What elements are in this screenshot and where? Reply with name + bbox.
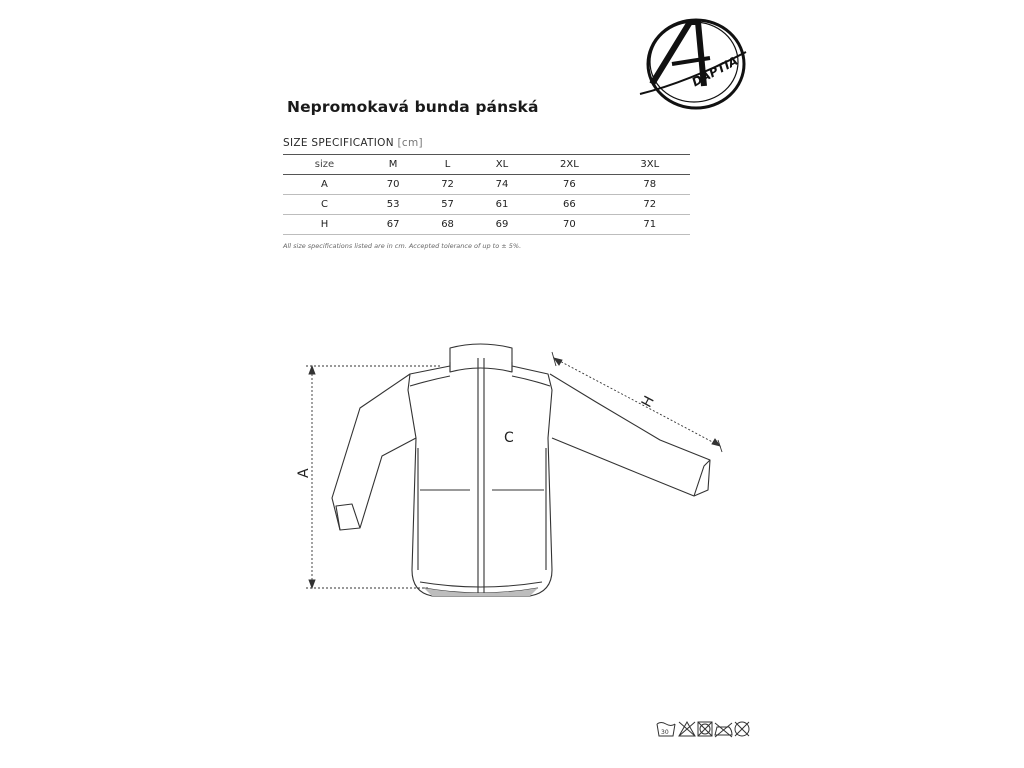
- table-cell: 78: [610, 175, 690, 195]
- brand-logo: [638, 12, 750, 112]
- size-table: [283, 154, 690, 235]
- size-spec-heading: [283, 137, 423, 149]
- product-title: Nepromokavá bunda pánská: [287, 98, 539, 116]
- wash-temp: 30: [661, 729, 669, 736]
- table-row: [283, 175, 690, 195]
- size-spec-unit: [cm]: [397, 137, 423, 149]
- care-symbols: [655, 718, 755, 740]
- col-header-2xl: 2XL: [529, 155, 609, 175]
- hem-shading: [424, 588, 538, 596]
- jacket-measurement-diagram: [290, 330, 730, 620]
- label-c: C: [504, 430, 514, 446]
- table-row: [283, 195, 690, 215]
- jacket-outline: [332, 344, 710, 596]
- table-cell: 72: [420, 175, 474, 195]
- table-cell: 70: [366, 175, 420, 195]
- label-h: H: [638, 393, 658, 411]
- table-cell: 68: [420, 215, 474, 235]
- measurement-h-line: [552, 352, 722, 452]
- row-label-h: H: [283, 215, 366, 235]
- table-cell: 53: [366, 195, 420, 215]
- row-label-c: C: [283, 195, 366, 215]
- table-row: [283, 215, 690, 235]
- table-cell: 57: [420, 195, 474, 215]
- tolerance-note: All size specifications listed are in cm. Accepted tolerance of up to ± 5%.: [283, 242, 522, 250]
- table-cell: 76: [529, 175, 609, 195]
- table-cell: 72: [610, 195, 690, 215]
- col-header-3xl: 3XL: [610, 155, 690, 175]
- size-spec-heading-text: SIZE SPECIFICATION: [283, 137, 394, 149]
- no-iron-icon: [715, 723, 732, 737]
- table-cell: 74: [475, 175, 529, 195]
- col-header-m: M: [366, 155, 420, 175]
- table-cell: 69: [475, 215, 529, 235]
- no-bleach-icon: [679, 722, 695, 736]
- col-header-size: size: [283, 155, 366, 175]
- table-cell: 61: [475, 195, 529, 215]
- no-dry-clean-icon: [735, 722, 749, 736]
- row-label-a: A: [283, 175, 366, 195]
- no-tumble-dry-icon: [698, 722, 712, 736]
- col-header-xl: XL: [475, 155, 529, 175]
- table-cell: 70: [529, 215, 609, 235]
- table-cell: 66: [529, 195, 609, 215]
- logo-text: DAPTIA: [689, 53, 741, 90]
- label-a: A: [296, 468, 312, 478]
- col-header-l: L: [420, 155, 474, 175]
- size-table-header: [283, 155, 690, 175]
- table-cell: 71: [610, 215, 690, 235]
- table-cell: 67: [366, 215, 420, 235]
